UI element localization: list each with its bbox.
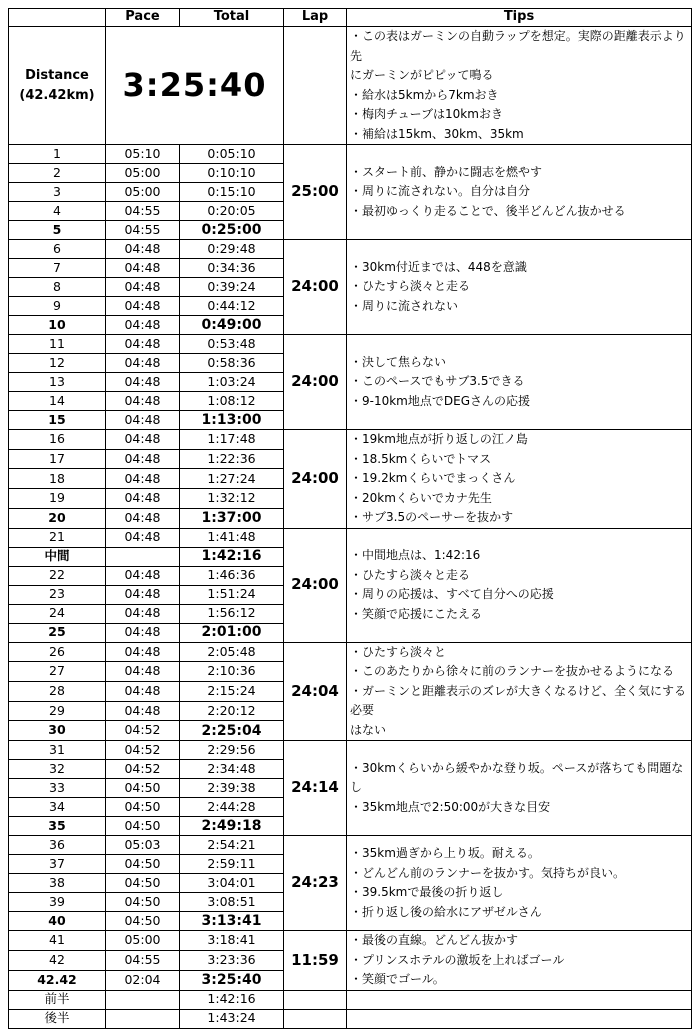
tip-line: ・最初ゆっくり走ることで、後半どんどん抜かせる: [350, 203, 626, 218]
tip-line: ・19.2kmくらいでまっくさん: [350, 471, 516, 485]
tip-line: ・35km地点で2:50:00が大きな目安: [350, 799, 551, 814]
split-km: 23: [9, 585, 106, 604]
split-total: 0:25:00: [180, 221, 284, 240]
split-total: 0:39:24: [180, 278, 284, 297]
split-km: 12: [9, 354, 106, 373]
split-km: 19: [9, 489, 106, 509]
split-pace: 04:48: [106, 508, 180, 528]
header-row: [9, 9, 692, 27]
split-km: 24: [9, 604, 106, 623]
split-km: 29: [9, 701, 106, 721]
split-pace: 04:48: [106, 701, 180, 721]
half-label: 前半: [9, 990, 106, 1009]
split-total: 0:44:12: [180, 297, 284, 316]
split-pace: [106, 547, 180, 566]
lap-time: 11:59: [284, 931, 347, 991]
split-km: 7: [9, 259, 106, 278]
split-pace: 04:55: [106, 221, 180, 240]
split-pace: 05:00: [106, 183, 180, 202]
split-km: 31: [9, 741, 106, 760]
split-pace: 04:50: [106, 779, 180, 798]
split-pace: 04:48: [106, 392, 180, 411]
tip-line: ・周りに流されない。自分は自分: [350, 184, 531, 199]
tip-line: はない: [350, 722, 387, 737]
split-total: 0:29:48: [180, 240, 284, 259]
split-km: 17: [9, 449, 106, 469]
summary-tips: [347, 27, 692, 145]
split-total: 2:29:56: [180, 741, 284, 760]
half-split-row: [9, 1009, 692, 1028]
section-tips: [347, 836, 692, 931]
summary-tip-1: ・この表はガーミンの自動ラップを想定。実際の距離表示より先: [350, 29, 686, 63]
split-km: 8: [9, 278, 106, 297]
split-km: 33: [9, 779, 106, 798]
tip-line: ・20kmくらいでカナ先生: [350, 490, 492, 505]
split-pace: 04:48: [106, 662, 180, 682]
lap-time: 24:00: [284, 528, 347, 642]
split-km: 42.42: [9, 970, 106, 990]
half-lap-blank: [284, 1009, 347, 1028]
split-pace: 04:48: [106, 623, 180, 642]
tip-line: ・19km地点が折り返しの江ノ島: [350, 432, 528, 446]
split-pace: 04:50: [106, 855, 180, 874]
pace-plan-table: [8, 8, 692, 1029]
section-tips: [347, 528, 692, 642]
split-total: 1:22:36: [180, 449, 284, 469]
tip-line: ・決して焦らない: [350, 354, 447, 369]
split-total: 2:10:36: [180, 662, 284, 682]
goal-time: 3:25:40: [106, 27, 284, 145]
split-pace: 04:48: [106, 489, 180, 509]
split-pace: 04:48: [106, 240, 180, 259]
split-sections: [9, 145, 692, 991]
distance-value: (42.42km): [19, 87, 95, 103]
half-lap-blank: [284, 990, 347, 1009]
section-tips: [347, 240, 692, 335]
split-total: 1:42:16: [180, 547, 284, 566]
split-km: 15: [9, 411, 106, 430]
split-total: 2:25:04: [180, 721, 284, 741]
tip-line: ・プリンスホテルの激坂を上ればゴール: [350, 952, 565, 967]
split-pace: 04:52: [106, 741, 180, 760]
tip-line: ・どんどん前のランナーを抜かす。気持ちが良い。: [350, 865, 626, 880]
split-row: [9, 145, 692, 164]
split-pace: 04:48: [106, 528, 180, 547]
split-pace: 04:48: [106, 259, 180, 278]
half-pace-blank: [106, 990, 180, 1009]
lap-time: 24:14: [284, 741, 347, 836]
split-total: 1:17:48: [180, 430, 284, 450]
split-total: 3:08:51: [180, 893, 284, 912]
split-km: 11: [9, 335, 106, 354]
split-total: 2:15:24: [180, 681, 284, 701]
lap-time: 25:00: [284, 145, 347, 240]
tip-line: ・サブ3.5のペーサーを抜かす: [350, 510, 514, 524]
section-tips: [347, 430, 692, 529]
tip-line: ・スタート前、静かに闘志を燃やす: [350, 164, 543, 179]
split-km: 42: [9, 950, 106, 970]
split-km: 13: [9, 373, 106, 392]
split-km: 4: [9, 202, 106, 221]
split-total: 1:51:24: [180, 585, 284, 604]
split-total: 0:34:36: [180, 259, 284, 278]
half-label: 後半: [9, 1009, 106, 1028]
distance-label: Distance: [25, 67, 89, 83]
split-km: 20: [9, 508, 106, 528]
split-pace: 04:50: [106, 798, 180, 817]
split-pace: 04:48: [106, 316, 180, 335]
split-total: 0:49:00: [180, 316, 284, 335]
split-km: 5: [9, 221, 106, 240]
lap-time: 24:04: [284, 642, 347, 741]
tip-line: ・ひたすら淡々と走る: [350, 567, 471, 582]
split-km: 34: [9, 798, 106, 817]
split-km: 6: [9, 240, 106, 259]
split-km: 37: [9, 855, 106, 874]
split-pace: 05:00: [106, 164, 180, 183]
split-pace: 04:50: [106, 874, 180, 893]
split-pace: 04:48: [106, 430, 180, 450]
lap-time: 24:00: [284, 430, 347, 529]
split-km: 39: [9, 893, 106, 912]
split-pace: 04:48: [106, 335, 180, 354]
split-total: 2:20:12: [180, 701, 284, 721]
header-pace: Pace: [106, 9, 180, 27]
split-km: 22: [9, 566, 106, 585]
summary-tip-5: ・補給は15km、30km、35km: [350, 126, 524, 141]
split-row: [9, 528, 692, 547]
header-km-blank: [9, 9, 106, 27]
tip-line: ・折り返し後の給水にアザゼルさん: [350, 904, 542, 919]
distance-cell: [9, 27, 106, 145]
lap-time: 24:23: [284, 836, 347, 931]
split-total: 3:13:41: [180, 912, 284, 931]
split-total: 2:34:48: [180, 760, 284, 779]
split-pace: 04:48: [106, 642, 180, 662]
split-total: 1:56:12: [180, 604, 284, 623]
tip-line: ・30kmくらいから緩やかな登り坂。ペースが落ちても問題なし: [350, 760, 684, 795]
split-pace: 04:55: [106, 202, 180, 221]
split-total: 3:25:40: [180, 970, 284, 990]
split-km: 28: [9, 681, 106, 701]
tip-line: ・笑顔で応援にこたえる: [350, 606, 483, 621]
split-km: 16: [9, 430, 106, 450]
tip-line: ・30km付近までは、448を意識: [350, 259, 527, 274]
split-km: 41: [9, 931, 106, 951]
split-pace: 04:48: [106, 681, 180, 701]
summary-row: [9, 27, 692, 145]
summary-lap-blank: [284, 27, 347, 145]
split-km: 9: [9, 297, 106, 316]
split-total: 2:59:11: [180, 855, 284, 874]
tip-line: ・ひたすら淡々と走る: [350, 279, 471, 294]
split-pace: 04:48: [106, 297, 180, 316]
tip-line: ・35km過ぎから上り坂。耐える。: [350, 846, 540, 860]
header-lap: Lap: [284, 9, 347, 27]
half-split-row: [9, 990, 692, 1009]
split-pace: 04:48: [106, 373, 180, 392]
tip-line: ・笑顔でゴール。: [350, 972, 445, 986]
tip-line: ・周りに流されない: [350, 298, 459, 313]
section-tips: [347, 335, 692, 430]
split-total: 3:18:41: [180, 931, 284, 951]
split-pace: 04:50: [106, 817, 180, 836]
split-row: [9, 335, 692, 354]
tip-line: ・このあたりから徐々に前のランナーを抜かせるようになる: [350, 664, 675, 678]
split-km: 36: [9, 836, 106, 855]
section-tips: [347, 642, 692, 741]
split-pace: 04:52: [106, 760, 180, 779]
half-pace-blank: [106, 1009, 180, 1028]
split-row: [9, 836, 692, 855]
split-km: 30: [9, 721, 106, 741]
section-tips: [347, 931, 692, 991]
split-total: 2:39:38: [180, 779, 284, 798]
split-total: 1:13:00: [180, 411, 284, 430]
half-total: 1:42:16: [180, 990, 284, 1009]
split-pace: 04:50: [106, 912, 180, 931]
split-pace: 04:55: [106, 950, 180, 970]
split-km: 1: [9, 145, 106, 164]
split-km: 10: [9, 316, 106, 335]
summary-tip-2: にガーミンがピピッて鳴る: [350, 68, 494, 82]
split-total: 1:08:12: [180, 392, 284, 411]
split-pace: 02:04: [106, 970, 180, 990]
split-pace: 05:03: [106, 836, 180, 855]
split-pace: 04:48: [106, 585, 180, 604]
split-total: 1:41:48: [180, 528, 284, 547]
tip-line: ・18.5kmくらいでトマス: [350, 451, 492, 466]
tip-line: ・中間地点は、1:42:16: [350, 548, 481, 562]
split-km: 18: [9, 469, 106, 489]
tip-line: ・ひたすら淡々と: [350, 644, 447, 659]
split-km: 3: [9, 183, 106, 202]
split-km: 35: [9, 817, 106, 836]
split-total: 3:23:36: [180, 950, 284, 970]
split-km: 25: [9, 623, 106, 642]
tip-line: ・最後の直線。どんどん抜かす: [350, 933, 519, 947]
half-tips-blank: [347, 990, 692, 1009]
split-total: 0:58:36: [180, 354, 284, 373]
split-total: 0:05:10: [180, 145, 284, 164]
split-total: 2:44:28: [180, 798, 284, 817]
split-total: 0:53:48: [180, 335, 284, 354]
half-total: 1:43:24: [180, 1009, 284, 1028]
split-total: 1:27:24: [180, 469, 284, 489]
split-km: 27: [9, 662, 106, 682]
header-total: Total: [180, 9, 284, 27]
split-total: 2:54:21: [180, 836, 284, 855]
split-km: 14: [9, 392, 106, 411]
summary-tip-3: ・給水は5kmから7kmおき: [350, 87, 499, 102]
split-km: 中間: [9, 547, 106, 566]
split-km: 21: [9, 528, 106, 547]
split-pace: 05:00: [106, 931, 180, 951]
split-total: 2:01:00: [180, 623, 284, 642]
split-total: 1:46:36: [180, 566, 284, 585]
split-pace: 04:48: [106, 604, 180, 623]
section-tips: [347, 145, 692, 240]
tip-line: ・39.5kmで最後の折り返し: [350, 885, 504, 899]
pace-plan-sheet: [8, 8, 692, 1029]
tip-line: ・9-10km地点でDEGさんの応援: [350, 393, 530, 408]
split-row: [9, 430, 692, 450]
lap-time: 24:00: [284, 240, 347, 335]
tip-line: ・周りの応援は、すべて自分への応援: [350, 587, 554, 601]
split-pace: 04:48: [106, 411, 180, 430]
split-row: [9, 931, 692, 951]
half-splits: [9, 990, 692, 1028]
split-row: [9, 741, 692, 760]
split-pace: 04:48: [106, 278, 180, 297]
split-km: 32: [9, 760, 106, 779]
half-tips-blank: [347, 1009, 692, 1028]
split-pace: 04:52: [106, 721, 180, 741]
split-total: 0:10:10: [180, 164, 284, 183]
split-total: 1:37:00: [180, 508, 284, 528]
split-pace: 04:48: [106, 566, 180, 585]
split-total: 1:32:12: [180, 489, 284, 509]
split-km: 38: [9, 874, 106, 893]
summary-section: [9, 27, 692, 145]
split-row: [9, 240, 692, 259]
split-pace: 04:48: [106, 449, 180, 469]
split-pace: 05:10: [106, 145, 180, 164]
split-total: 0:20:05: [180, 202, 284, 221]
header-tips: Tips: [347, 9, 692, 27]
split-total: 3:04:01: [180, 874, 284, 893]
section-tips: [347, 741, 692, 836]
split-km: 26: [9, 642, 106, 662]
split-total: 2:49:18: [180, 817, 284, 836]
split-row: [9, 642, 692, 662]
split-km: 2: [9, 164, 106, 183]
split-pace: 04:48: [106, 354, 180, 373]
split-total: 2:05:48: [180, 642, 284, 662]
lap-time: 24:00: [284, 335, 347, 430]
split-total: 1:03:24: [180, 373, 284, 392]
split-total: 0:15:10: [180, 183, 284, 202]
split-pace: 04:50: [106, 893, 180, 912]
split-km: 40: [9, 912, 106, 931]
summary-tip-4: ・梅肉チューブは10kmおき: [350, 107, 503, 121]
tip-line: ・ガーミンと距離表示のズレが大きくなるけど、全く気にする必要: [350, 683, 687, 717]
split-pace: 04:48: [106, 469, 180, 489]
tip-line: ・このペースでもサブ3.5できる: [350, 374, 525, 389]
